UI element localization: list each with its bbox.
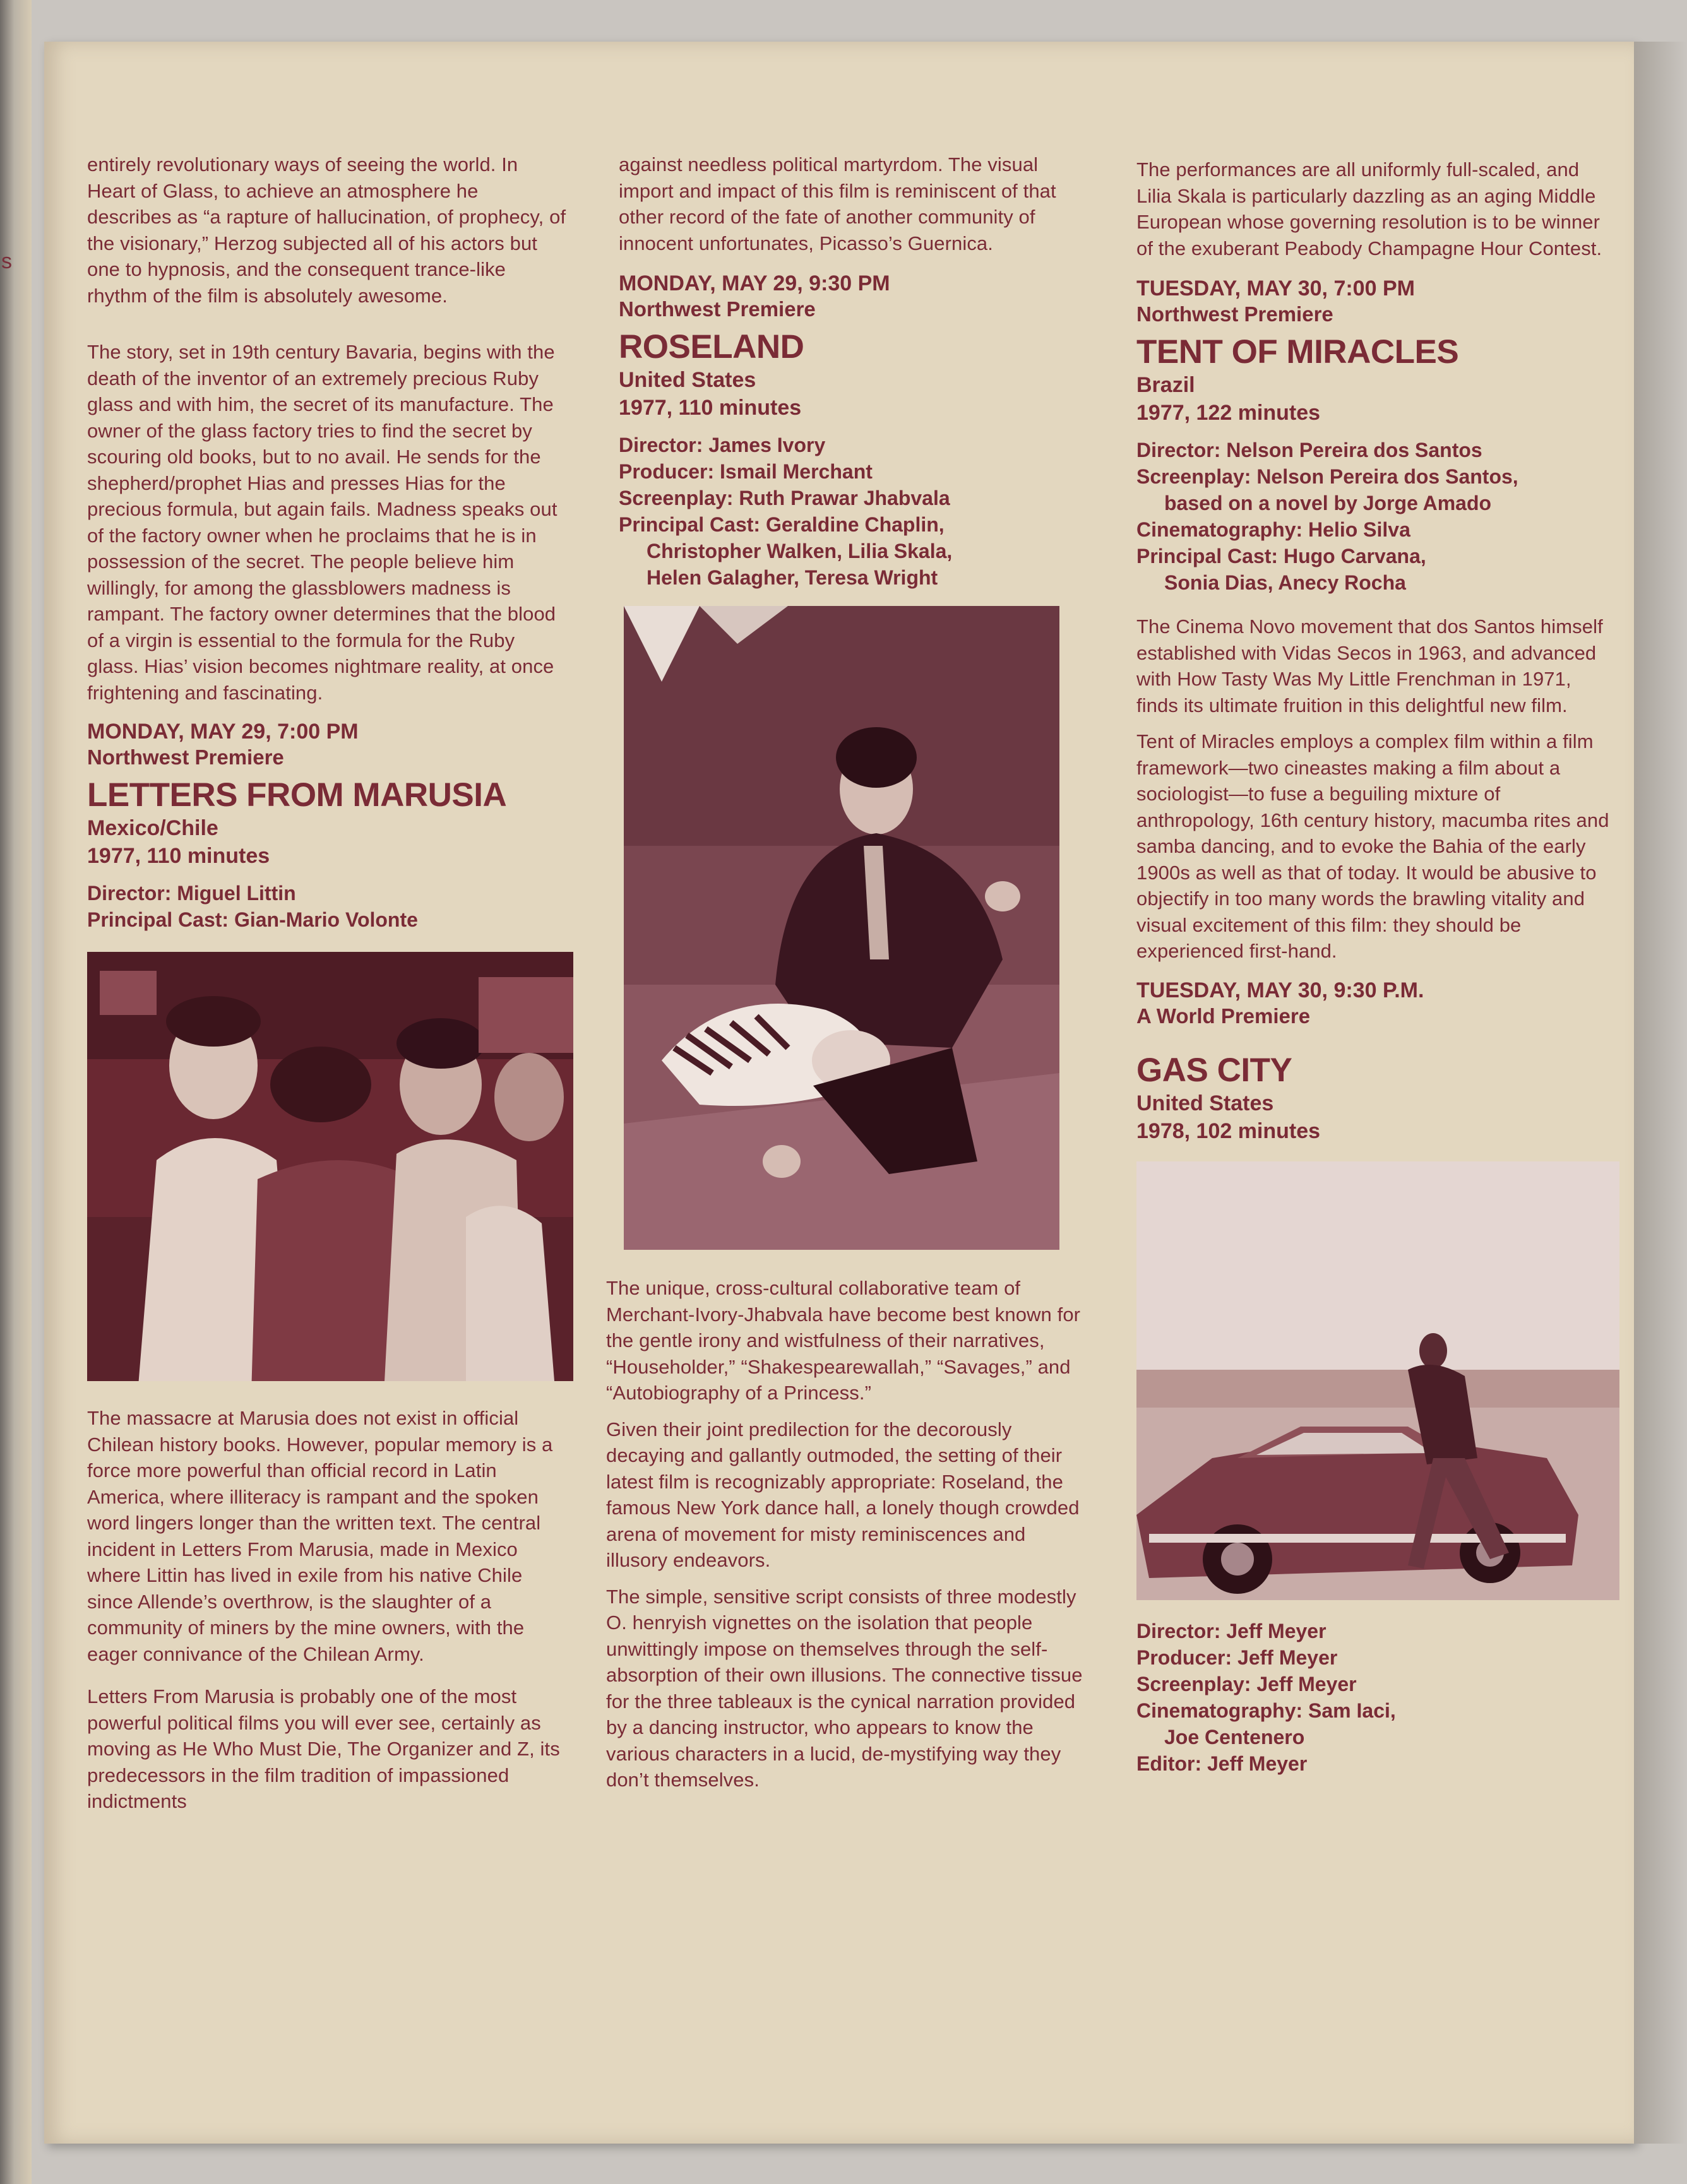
credit-line: Director: James Ivory bbox=[619, 434, 826, 456]
film-country: Brazil bbox=[1136, 373, 1195, 397]
column-middle bbox=[606, 151, 1086, 1803]
heart-of-glass-text-2: The story, set in 19th century Bavaria, begins with the death of the inventor of an extremely precious Ruby glass and with him, the secret of its manufacture. The owner of the glass factory tries to find the secret by scouring old books, but to no avail. He sends for the shepherd/prophet Hias and presses Hias for the precious formula, but again fails. Madness speaks out of the factory owner when he proclaims that he is in possession of the secret. The people believe him willingly, for among the glassblowers madness is rampant. The factory owner determines that the blood of a virgin is essential to the formula for the Ruby glass. Hias’ vision becomes nightmare reality, at once frightening and fascinating. bbox=[87, 341, 557, 704]
marusia-text-1: The massacre at Marusia does not exist in official Chilean history books. However, popular memory is a force more powerful than official record in Latin America, where illiteracy is rampant and the spoken word lingers longer than the written text. The central incident in Letters From Marusia, made in Mexico where Littin has lived in exile from his native Chile since Allende’s overthrow, is the slaughter of a community of miners by the mine owners, with the eager connivance of the Chilean Army. bbox=[87, 1407, 553, 1665]
column-right bbox=[1136, 157, 1616, 1787]
film-country: United States bbox=[619, 368, 756, 392]
column-left bbox=[87, 151, 567, 1825]
roseland-text-3: The simple, sensitive script consists of three modestly O. henryish vignettes on the isolation that people unwittingly impose on themselves through the self-absorption of their own illusions. The connective tissue for the three tableaux is the cynical narration provided by a dancing instructor, who appears to know the various characters in a lucid, de-mystifying way they don’t themselves. bbox=[606, 1585, 1083, 1791]
tent-text-2: Tent of Miracles employs a complex film within a film framework—two cineastes making a film about a sociologist—to fuse a beguiling mixture of anthropology, 16th century history, macumba rites and samba dancing, and to evoke the Bahia of the early 1900s as well as that of today. It would be abusive to objectify in too many words the brawling vitality and visual excitement of this film: they should be experienced first-hand. bbox=[1136, 730, 1609, 962]
premiere-label: Northwest Premiere bbox=[619, 297, 816, 321]
credit-line: Cinematography: Sam Iaci, bbox=[1136, 1699, 1396, 1722]
credit-line: Director: Nelson Pereira dos Santos bbox=[1136, 439, 1482, 461]
credit-line: based on a novel by Jorge Amado bbox=[1164, 492, 1492, 514]
credit-line: Joe Centenero bbox=[1164, 1725, 1305, 1748]
credit-line: Sonia Dias, Anecy Rocha bbox=[1164, 571, 1406, 594]
marusia-still-photo bbox=[87, 952, 573, 1381]
film-year-length: 1977, 110 minutes bbox=[87, 844, 270, 868]
marusia-text-2: Letters From Marusia is probably one of the most powerful political films you will ever see, certainly as moving as He Who Must Die, The Organizer and Z, its predecessors in the film tradition of impassioned indictments bbox=[87, 1685, 560, 1812]
tent-text-1: The Cinema Novo movement that dos Santos himself established with Vidas Secos in 1963, and advanced with How Tasty Was My Little Frenchman in 1971, finds its ultimate fruition in this delightful new film. bbox=[1136, 615, 1603, 716]
credit-line: Director: Miguel Littin bbox=[87, 882, 296, 905]
film-country: Mexico/Chile bbox=[87, 816, 218, 840]
credit-line: Cinematography: Helio Silva bbox=[1136, 518, 1410, 541]
premiere-label: Northwest Premiere bbox=[1136, 302, 1333, 326]
roseland-text-1: The unique, cross-cultural collaborative team of Merchant-Ivory-Jhabvala have become best known for the gentle irony and wistfulness of their narratives, “Householder,” “Shakespearewallah,” “Savages,” and “Autobiography of a Princess.” bbox=[606, 1277, 1081, 1404]
film-year-length: 1978, 102 minutes bbox=[1136, 1119, 1321, 1143]
credit-line: Producer: Ismail Merchant bbox=[619, 460, 873, 483]
adjacent-page-edge bbox=[0, 0, 32, 2184]
roseland-text-4: The performances are all uniformly full-scaled, and Lilia Skala is particularly dazzling as an aging Middle European whose governing resolution is to be winner of the exuberant Peabody Champagne Hour Contest. bbox=[1136, 158, 1602, 259]
credit-line: Screenplay: Nelson Pereira dos Santos, bbox=[1136, 465, 1518, 488]
premiere-label: Northwest Premiere bbox=[87, 745, 284, 769]
roseland-text-2: Given their joint predilection for the decorously decaying and gallantly outmoded, the setting of their latest film is recognizably appropriate: Roseland, the famous New York dance hall, a lonely though crowded arena of movement for misty reminiscences and illusory endeavors. bbox=[606, 1418, 1080, 1571]
credit-line: Screenplay: Ruth Prawar Jhabvala bbox=[619, 487, 950, 509]
credit-line: Principal Cast: Hugo Carvana, bbox=[1136, 545, 1426, 567]
film-year-length: 1977, 110 minutes bbox=[619, 396, 802, 420]
adjacent-page-text: s bbox=[1, 249, 12, 273]
film-title-roseland: ROSELAND bbox=[619, 328, 804, 365]
heart-of-glass-text-1: entirely revolutionary ways of seeing the world. In Heart of Glass, to achieve an atmosphere he describes as “a rapture of hallucination, of prophecy, of the visionary,” Herzog subjected all of his actors but one to hypnosis, and the consequent trance-like rhythm of the film is absolutely awesome. bbox=[87, 153, 566, 307]
screening-date: MONDAY, MAY 29, 7:00 PM bbox=[87, 720, 359, 744]
credit-line: Director: Jeff Meyer bbox=[1136, 1619, 1326, 1642]
film-title-gas-city: GAS CITY bbox=[1136, 1051, 1292, 1089]
film-year-length: 1977, 122 minutes bbox=[1136, 401, 1321, 425]
credit-line: Producer: Jeff Meyer bbox=[1136, 1646, 1338, 1669]
page-shadow bbox=[1634, 42, 1687, 2144]
film-credits bbox=[1136, 1618, 1616, 1777]
screening-date: TUESDAY, MAY 30, 7:00 PM bbox=[1136, 276, 1415, 300]
credit-line: Christopher Walken, Lilia Skala, bbox=[647, 540, 953, 562]
premiere-label: A World Premiere bbox=[1136, 1004, 1311, 1028]
credit-line: Helen Galagher, Teresa Wright bbox=[647, 566, 938, 589]
screening-date: MONDAY, MAY 29, 9:30 PM bbox=[619, 271, 890, 295]
credit-line: Principal Cast: Geraldine Chaplin, bbox=[619, 513, 945, 536]
film-country: United States bbox=[1136, 1091, 1274, 1115]
credit-line: Screenplay: Jeff Meyer bbox=[1136, 1672, 1357, 1695]
screening-date: TUESDAY, MAY 30, 9:30 P.M. bbox=[1136, 978, 1424, 1002]
roseland-still-photo bbox=[624, 606, 1059, 1250]
gas-city-still-photo bbox=[1136, 1161, 1619, 1600]
film-title-tent-of-miracles: TENT OF MIRACLES bbox=[1136, 333, 1459, 371]
credit-line: Principal Cast: Gian-Mario Volonte bbox=[87, 908, 418, 931]
marusia-text-3: against needless political martyrdom. The visual import and impact of this film is reminiscent of that other record of the fate of another community of innocent unfortunates, Picasso’s Guernica. bbox=[619, 153, 1056, 254]
film-credits bbox=[1136, 437, 1616, 596]
credit-line: Editor: Jeff Meyer bbox=[1136, 1752, 1308, 1775]
film-credits bbox=[619, 432, 1086, 591]
film-credits bbox=[87, 880, 567, 933]
film-title-letters-from-marusia: LETTERS FROM MARUSIA bbox=[87, 776, 507, 814]
